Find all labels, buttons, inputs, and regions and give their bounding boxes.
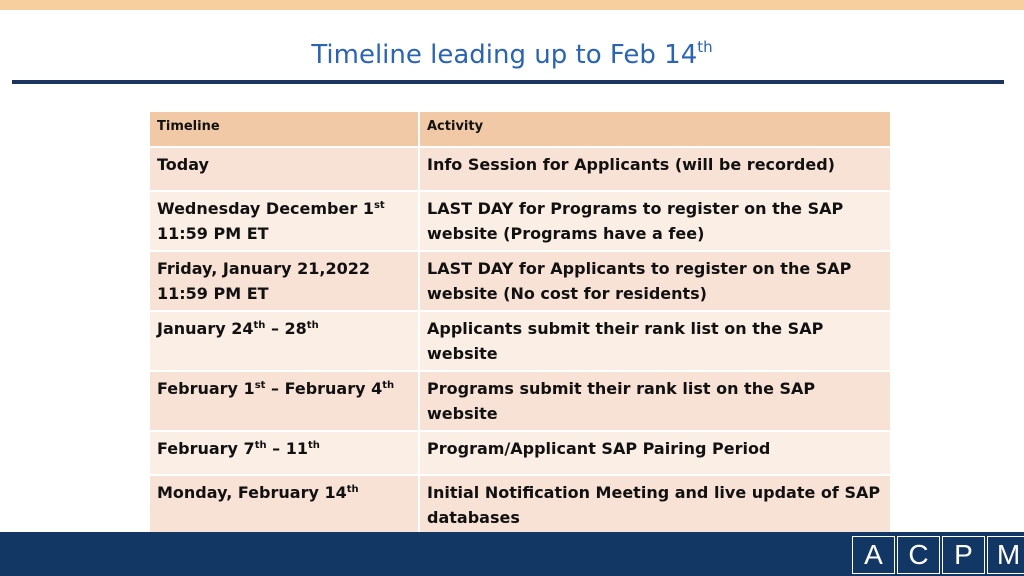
table-row <box>150 432 890 474</box>
row-timeline-start: February 7 <box>157 439 255 458</box>
logo-letter: A <box>852 536 895 574</box>
row-timeline-sup: th <box>253 320 266 331</box>
row-activity: Info Session for Applicants (will be recorded) <box>418 148 890 190</box>
header-activity: Activity <box>418 112 890 146</box>
row-timeline-sup: th <box>382 380 395 391</box>
row-activity: LAST DAY for Applicants to register on the SAP website (No cost for residents) <box>418 252 890 310</box>
row-timeline-start: February 1 <box>157 379 255 398</box>
table-row <box>150 476 890 534</box>
logo-letter: M <box>987 536 1024 574</box>
row-timeline-sup: th <box>306 320 319 331</box>
logo-letter: C <box>897 536 940 574</box>
row-timeline-time: 11:59 PM ET <box>157 224 269 243</box>
row-activity: Applicants submit their rank list on the SAP website <box>418 312 890 370</box>
row-timeline-text: Wednesday December 1 <box>157 199 374 218</box>
row-timeline-sup: st <box>254 380 266 391</box>
slide-title-sup: th <box>697 38 713 56</box>
row-timeline-end: – February 4 <box>265 379 383 398</box>
table-header-row <box>150 112 890 146</box>
row-timeline-end: – 11 <box>266 439 308 458</box>
table-row <box>150 192 890 250</box>
title-divider <box>12 80 1004 84</box>
row-activity: Programs submit their rank list on the SAP website <box>418 372 890 430</box>
row-timeline: Today <box>150 148 418 190</box>
row-timeline <box>150 476 418 534</box>
table-row <box>150 372 890 430</box>
row-timeline <box>150 432 418 474</box>
timeline-table <box>150 110 890 536</box>
row-activity: Program/Applicant SAP Pairing Period <box>418 432 890 474</box>
row-timeline-sup: st <box>373 200 385 211</box>
table-row <box>150 312 890 370</box>
row-timeline-text: Monday, February 14 <box>157 483 347 502</box>
top-accent-strip <box>0 0 1024 10</box>
header-timeline: Timeline <box>150 112 418 146</box>
slide-title <box>0 38 1024 70</box>
row-timeline-time: 11:59 PM ET <box>157 284 269 303</box>
row-timeline-end: – 28 <box>265 319 307 338</box>
table-row <box>150 252 890 310</box>
row-timeline-sup: th <box>308 440 320 451</box>
row-timeline-start: January 24 <box>157 319 254 338</box>
row-timeline-sup: th <box>346 484 359 495</box>
row-activity: LAST DAY for Programs to register on the SAP website (Programs have a fee) <box>418 192 890 250</box>
row-timeline <box>150 372 418 430</box>
row-timeline <box>150 192 418 250</box>
row-timeline <box>150 252 418 310</box>
row-activity: Initial Notification Meeting and live update of SAP databases <box>418 476 890 534</box>
row-timeline-sup: th <box>254 440 267 451</box>
row-timeline <box>150 312 418 370</box>
slide-title-text: Timeline leading up to Feb 14 <box>311 40 698 70</box>
table-row <box>150 148 890 190</box>
logo-letter: P <box>942 536 985 574</box>
row-timeline-text: Friday, January 21,2022 <box>157 259 370 278</box>
acpm-logo <box>852 536 1024 574</box>
